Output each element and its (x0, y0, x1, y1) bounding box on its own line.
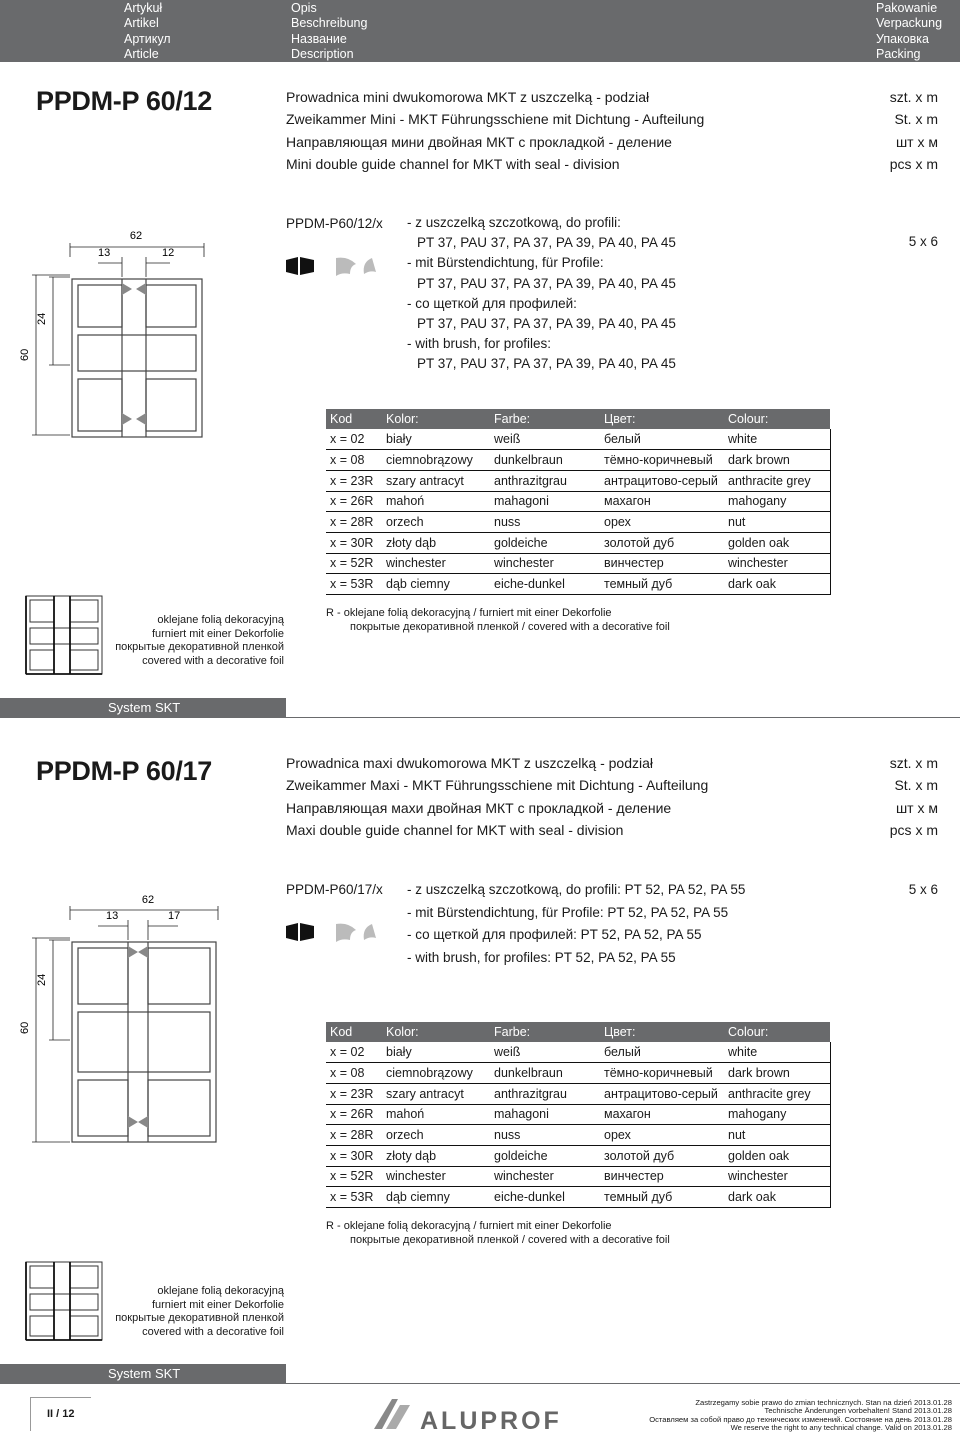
profile-grey-icon (364, 924, 376, 940)
product-code: PPDM-P 60/12 (36, 86, 212, 116)
product-units: szt. x m St. x m шт x м pcs x m (889, 755, 938, 838)
compatibility-spec: - z uszczelką szczotkową, do profili: PT 37, PAU 37, PA 37, PA 39, PA 40, PA 45 - mit Bürstendichtung, für Profile: PT 37, PAU 37, PA 37, PA 39, PA 40, PA 45 - со щеткой для профилей: PT 37, PAU 37, PA 37, PA 39, PA 40, PA 45 - with brush, for profiles: PT 37, PAU 37, PA 37, PA 39, PA 40, PA 45 (407, 215, 676, 372)
profile-black-icon (300, 257, 314, 275)
system-label: System SKT (0, 1364, 286, 1384)
color-table-header: Kod Kolor: Farbe: Цвет: Colour: (326, 1022, 830, 1042)
table-row: x = 02 biały weiß белый white (326, 429, 830, 450)
table-row: x = 23R szary antracyt anthrazitgrau антрацитово-серый anthracite grey (326, 470, 830, 491)
profile-icons (284, 920, 400, 944)
profile-black-icon (286, 257, 298, 275)
profile-grey-icon (336, 924, 356, 942)
foil-profile-drawing (22, 1258, 106, 1344)
system-label: System SKT (0, 698, 286, 718)
table-row: x = 28R orzech nuss орех nut (326, 512, 830, 533)
table-row: x = 02 biały weiß белый white (326, 1042, 830, 1063)
brand-logo: ALUPROF (420, 1407, 562, 1433)
profile-black-icon (286, 923, 298, 941)
dim-total-width: 62 (141, 894, 155, 906)
packing-value: 5 x 6 (908, 234, 938, 249)
header-article: Artykuł Artikel Артикул Article (124, 1, 171, 61)
header-description: Opis Beschreibung Название Description (291, 1, 368, 61)
page-number: II / 12 (30, 1397, 91, 1431)
product-description: Prowadnica maxi dwukomorowa MKT z uszczelką - podział Zweikammer Maxi - MKT Führungsschiene mit Dichtung - Aufteilung Направляющая махи двойная МКТ с прокладкой - деление Maxi double guide channel for MKT with seal - division (286, 755, 709, 838)
product-units: szt. x m St. x m шт x м pcs x m (889, 89, 938, 172)
r-suffix-note: R - oklejane folią dekoracyjną / furniert mit einer Dekorfolie покрытые декоративной пленкой / covered with a decorative foil (326, 607, 670, 633)
foil-profile-drawing (22, 592, 106, 678)
r-suffix-note: R - oklejane folią dekoracyjną / furniert mit einer Dekorfolie покрытые декоративной пленкой / covered with a decorative foil (326, 1220, 670, 1246)
foil-note: oklejane folią dekoracyjną furniert mit einer Dekorfolie покрытые декоративной пленкой covered with a decorative foil (115, 1285, 284, 1338)
profile-drawing (18, 225, 208, 445)
header-packing: Pakowanie Verpackung Упаковка Packing (876, 1, 943, 61)
dim-right: 12 (162, 247, 175, 259)
dim-total-width: 62 (129, 230, 143, 242)
dim-inner: 24 (36, 973, 48, 986)
table-row: x = 53R dąb ciemny eiche-dunkel темный дуб dark oak (326, 1187, 830, 1208)
compatibility-spec: - z uszczelką szczotkową, do profili: PT 52, PA 52, PA 55 - mit Bürstendichtung, für Profile: PT 52, PA 52, PA 55 - со щеткой для профилей: PT 52, PA 52, PA 55 - with brush, for profiles: PT 52, PA 52, PA 55 (407, 882, 746, 965)
table-row: x = 52R winchester winchester винчестер winchester (326, 1166, 830, 1187)
product-code: PPDM-P 60/17 (36, 756, 212, 786)
table-row: x = 28R orzech nuss орех nut (326, 1125, 830, 1146)
column-header-bar (0, 0, 960, 62)
dim-left: 13 (106, 910, 119, 922)
dim-inner: 24 (36, 312, 48, 325)
color-table-header: Kod Kolor: Farbe: Цвет: Colour: (326, 409, 830, 429)
profile-grey-icon (364, 258, 376, 274)
profile-grey-icon (336, 258, 356, 276)
table-row: x = 30R złoty dąb goldeiche золотой дуб golden oak (326, 532, 830, 553)
dim-height: 60 (19, 1021, 31, 1034)
variant-code: PPDM-P60/12/x (286, 216, 383, 231)
table-row: x = 30R złoty dąb goldeiche золотой дуб golden oak (326, 1145, 830, 1166)
divider (286, 717, 960, 718)
profile-black-icon (300, 923, 314, 941)
packing-value: 5 x 6 (908, 882, 938, 897)
divider (286, 1383, 960, 1384)
aluprof-logo-icon (370, 1397, 416, 1431)
color-table (326, 409, 831, 595)
table-row: x = 08 ciemnobrązowy dunkelbraun тёмно-коричневый dark brown (326, 450, 830, 471)
table-row: x = 52R winchester winchester винчестер winchester (326, 553, 830, 574)
variant-code: PPDM-P60/17/x (286, 882, 383, 897)
table-row: x = 26R mahoń mahagoni махагон mahogany (326, 1104, 830, 1125)
table-row: x = 53R dąb ciemny eiche-dunkel темный дуб dark oak (326, 574, 830, 595)
color-table (326, 1022, 831, 1208)
table-row: x = 26R mahoń mahagoni махагон mahogany (326, 491, 830, 512)
table-row: x = 23R szary antracyt anthrazitgrau антрацитово-серый anthracite grey (326, 1083, 830, 1104)
dim-height: 60 (19, 348, 31, 361)
dim-left: 13 (98, 247, 111, 259)
product-description: Prowadnica mini dwukomorowa MKT z uszczelką - podział Zweikammer Mini - MKT Führungsschiene mit Dichtung - Aufteilung Направляющая мини двойная МКТ с прокладкой - деление Mini double guide channel for MKT with seal - division (286, 89, 705, 172)
profile-icons (284, 254, 400, 278)
dim-right: 17 (168, 910, 181, 922)
table-row: x = 08 ciemnobrązowy dunkelbraun тёмно-коричневый dark brown (326, 1063, 830, 1084)
foil-note: oklejane folią dekoracyjną furniert mit einer Dekorfolie покрытые декоративной пленкой covered with a decorative foil (115, 614, 284, 667)
legal-note: Zastrzegamy sobie prawo do zmian technicznych. Stan na dzień 2013.01.28 Technische Änderungen vorbehalten! Stand 2013.01.28 Оставляем за собой право до технических изменений. Состояние на день 2013.01.28 We reserve the right to any technical change. Valid on 2013.01.28 (649, 1398, 952, 1433)
profile-drawing (18, 892, 228, 1152)
